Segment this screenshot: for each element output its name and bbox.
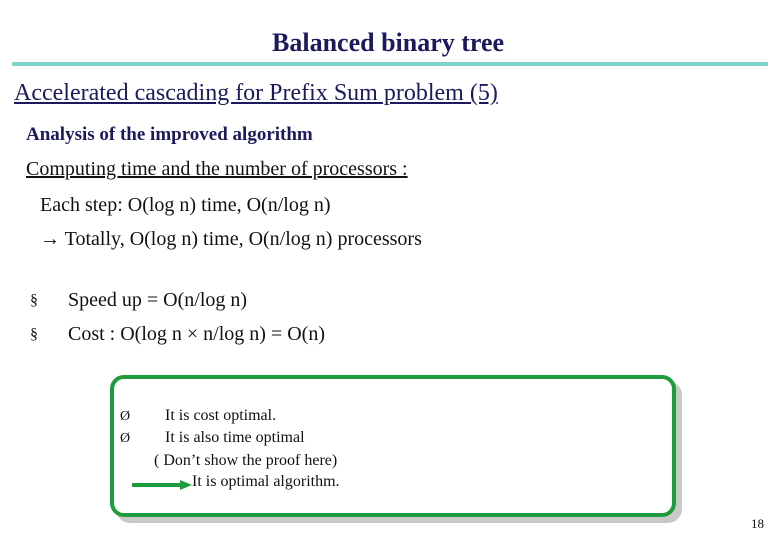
arrow-bullet-icon: Ø <box>120 431 131 446</box>
arrow-bullet-icon: Ø <box>120 409 131 424</box>
page-number: 18 <box>751 516 764 531</box>
bullet-marker: § <box>30 326 38 343</box>
conclusion-line: It is optimal algorithm. <box>192 473 340 490</box>
right-arrow-icon <box>132 480 192 490</box>
slide-subtitle: Accelerated cascading for Prefix Sum problem (5) <box>14 80 498 106</box>
slide-title: Balanced binary tree <box>272 28 505 57</box>
speedup-line: Speed up = O(n/log n) <box>68 289 248 311</box>
cost-line: Cost : O(log n × n/log n) = O(n) <box>68 323 325 345</box>
section-heading: Analysis of the improved algorithm <box>26 124 313 145</box>
computing-line: Computing time and the number of processors : <box>26 158 408 180</box>
cost-optimal-line: It is cost optimal. <box>165 407 277 424</box>
proof-note: ( Don’t show the proof here) <box>154 452 338 469</box>
title-rule <box>12 62 768 66</box>
bullet-marker: § <box>30 292 38 309</box>
time-optimal-line: It is also time optimal <box>165 429 305 446</box>
totally-line: → Totally, O(log n) time, O(n/log n) processors <box>40 228 422 250</box>
each-step-line: Each step: O(log n) time, O(n/log n) <box>40 194 331 216</box>
